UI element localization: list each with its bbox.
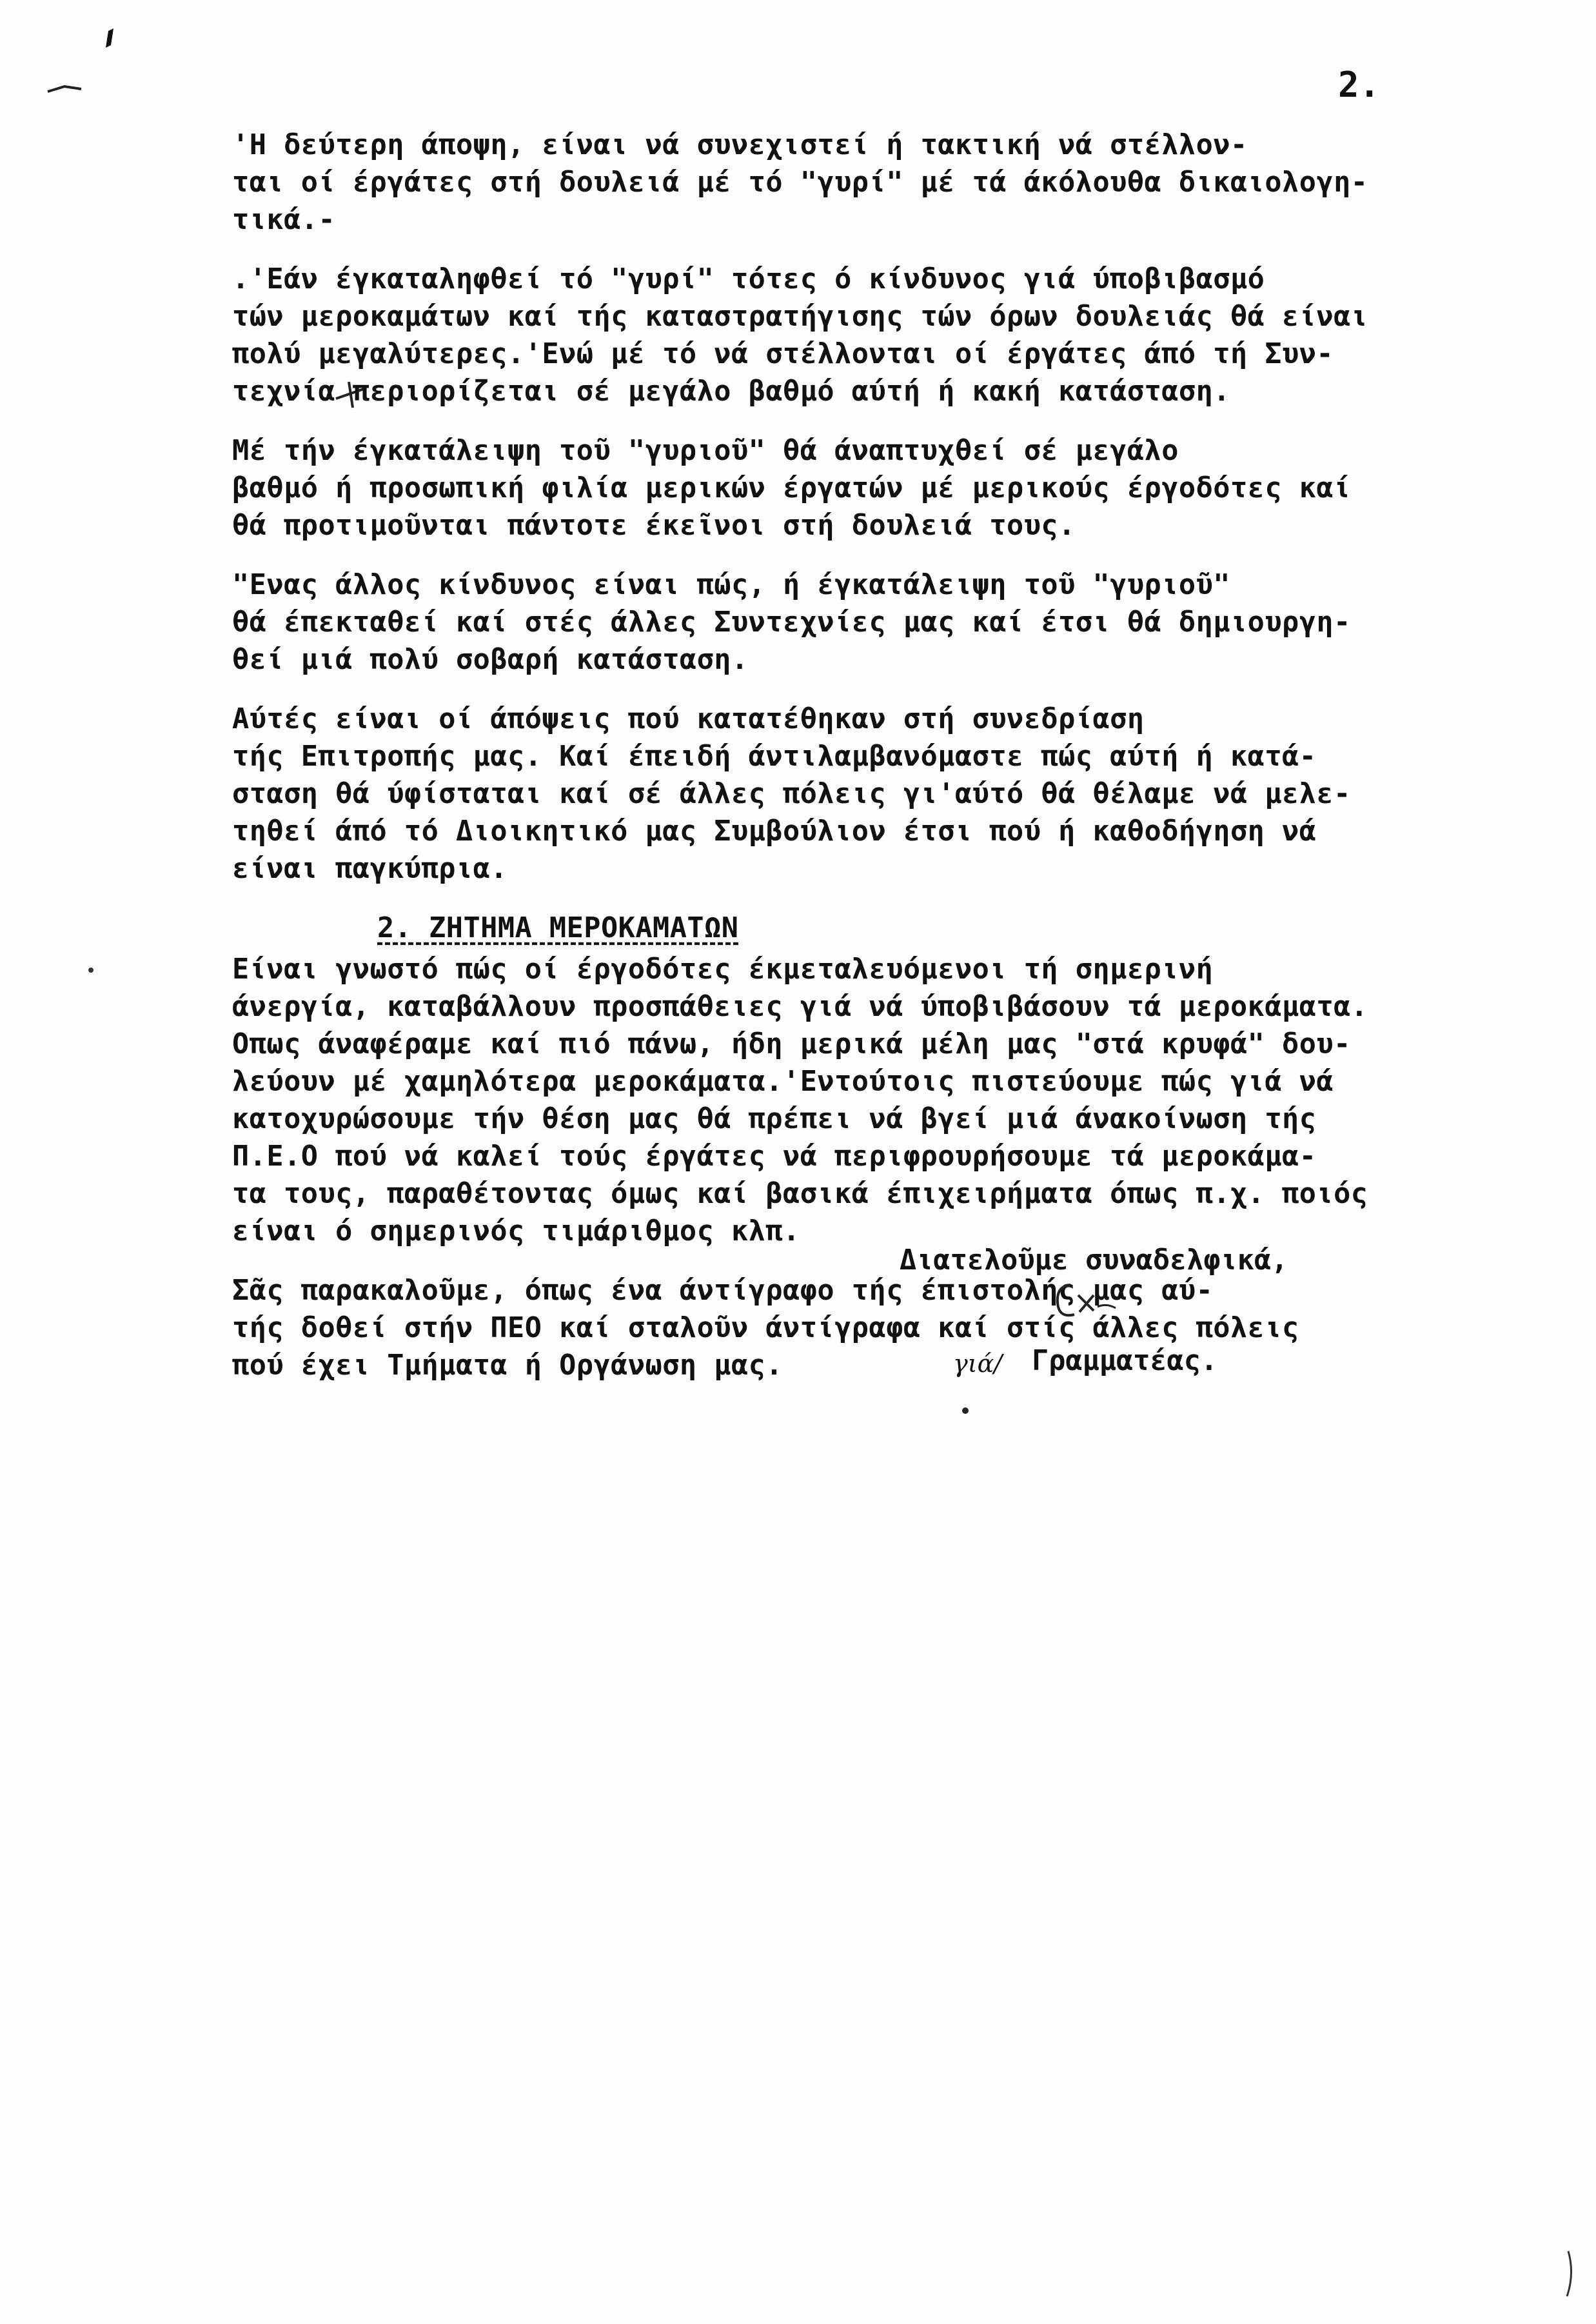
letter-body [232,126,1515,1406]
text-line: τής δοθεί στήν ΠΕΟ καί σταλοῦν άντίγραφα καί στίς άλλες πόλεις [232,1312,1299,1344]
closing-salutation: Διατελοῦμε συναδελφικά, [900,1244,1288,1276]
text-line: 'Η δεύτερη άποψη, είναι νά συνεχιστεί ή τακτική νά στέλλον- [232,129,1248,161]
scan-speck-mark [961,1406,970,1415]
text-line: τών μεροκαμάτων καί τής καταστρατήγισης τών όρων δουλειάς θά είναι [232,301,1368,333]
text-line: θεί μιά πολύ σοβαρή κατάσταση. [232,644,749,676]
page-number: 2. [1338,65,1381,105]
text-line: είναι παγκύπρια. [232,853,508,885]
text-line: σταση θά ύφίσταται καί σέ άλλες πόλεις γι'αύτό θά θέλαμε νά μελε- [232,778,1351,810]
section-heading-wages: 2. ΖΗΤΗΜΑ ΜΕΡΟΚΑΜΑΤΩΝ [377,912,739,944]
signer-title: Γραμματέας. [1032,1345,1218,1377]
text-line: τηθεί άπό τό Διοικητικό μας Συμβούλιον έτσι πού ή καθοδήγηση νά [232,815,1317,848]
text-line: .'Εάν έγκαταληφθεί τό "γυρί" τότες ό κίνδυνος γιά ύποβιβασμό [232,263,1265,295]
text-line: θά έπεκταθεί καί στές άλλες Συντεχνίες μας καί έτσι θά δημιουργη- [232,606,1351,639]
text-line: "Ενας άλλος κίνδυνος είναι πώς, ή έγκατάλειψη τοῦ "γυριοῦ" [232,569,1230,601]
text-line: άνεργία, καταβάλλουν προσπάθειες γιά νά ύποβιβάσουν τά μεροκάματα. [232,991,1368,1023]
scan-speck-mark [97,26,123,58]
text-line: λεύουν μέ χαμηλότερα μεροκάματα.'Εντούτοις πιστεύουμε πώς γιά νά [232,1066,1334,1098]
text-line: τα τους, παραθέτοντας όμως καί βασικά έπιχειρήματα όπως π.χ. ποιός [232,1178,1368,1210]
text-line: Αύτές είναι οί άπόψεις πού κατατέθηκαν στή συνεδρίαση [232,703,1145,735]
signer-prefix: γιά/ [953,1349,1003,1378]
text-line: τής Επιτροπής μας. Καί έπειδή άντιλαμβανόμαστε πώς αύτή ή κατά- [232,740,1317,773]
paragraph-other-danger [232,566,1515,679]
paragraph-abandonment-risk [232,261,1515,410]
text-line: πολύ μεγαλύτερες.'Ενώ μέ τό νά στέλλονται οί έργάτες άπό τή Συν- [232,338,1334,370]
text-line: τεχνία περιορίζεται σέ μεγάλο βαθμό αύτή ή κακή κατάσταση. [232,375,1230,408]
text-line: είναι ό σημερινός τιμάριθμος κλπ. [232,1215,800,1247]
paragraph-personal-favoritism [232,432,1515,544]
text-line: Π.Ε.Ο πού νά καλεί τούς έργάτες νά περιφρουρήσουμε τά μεροκάμα- [232,1140,1317,1173]
text-line: Μέ τήν έγκατάλειψη τοῦ "γυριοῦ" θά άναπτυχθεί σέ μεγάλο [232,435,1179,467]
handwritten-signature [1045,1277,1135,1329]
paragraph-wage-reduction [232,951,1515,1250]
paragraph-copy-request [232,1272,1515,1384]
text-line: θά προτιμοῦνται πάντοτε έκεῖνοι στή δουλειά τους. [232,510,1076,542]
text-line: ται οί έργάτες στή δουλειά μέ τό "γυρί" μέ τά άκόλουθα δικαιολογη- [232,166,1368,199]
text-line: πού έχει Τμήματα ή Οργάνωση μας. [232,1349,783,1382]
paragraph-committee-views [232,700,1515,888]
text-line: Σᾶς παρακαλοῦμε, όπως ένα άντίγραφο τής έπιστολής μας αύ- [232,1275,1214,1307]
text-line: Είναι γνωστό πώς οί έργοδότες έκμεταλευόμενοι τή σημερινή [232,953,1214,986]
text-line: κατοχυρώσουμε τήν θέση μας θά πρέπει νά βγεί μιά άνακοίνωση τής [232,1103,1317,1135]
scan-speck-mark [45,77,84,103]
scan-speck-mark [87,966,95,974]
paragraph-second-view [232,126,1515,239]
text-line: τικά.- [232,204,336,236]
scan-speck-mark [1559,2245,1579,2303]
text-line: Οπως άναφέραμε καί πιό πάνω, ήδη μερικά μέλη μας "στά κρυφά" δου- [232,1028,1351,1060]
text-line: βαθμό ή προσωπική φιλία μερικών έργατών μέ μερικούς έργοδότες καί [232,472,1351,504]
